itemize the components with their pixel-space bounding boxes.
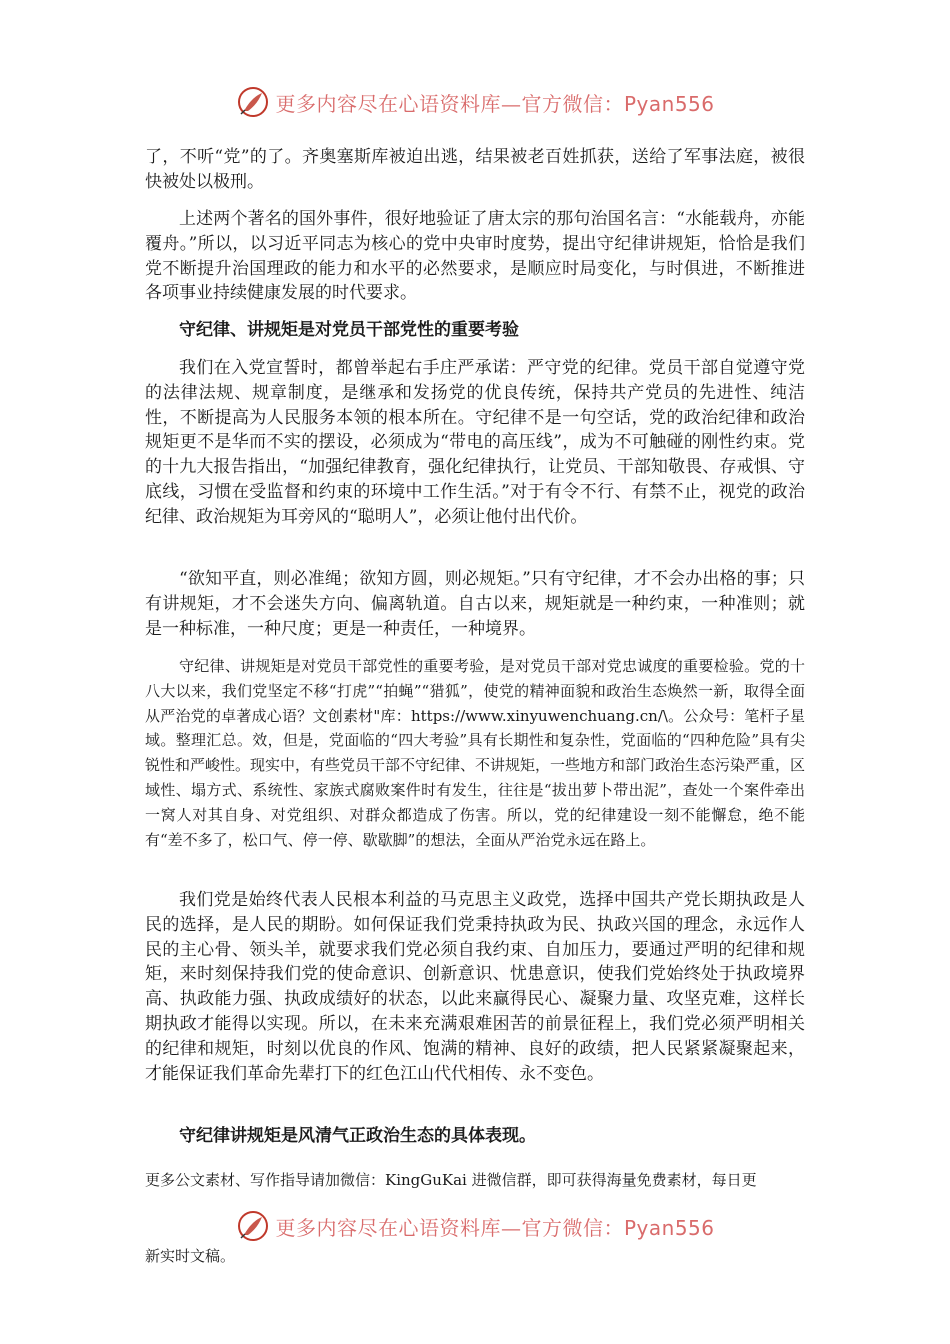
body-section-4 xyxy=(145,567,805,641)
body-section-1 xyxy=(145,145,805,195)
banner-wechat-id: Pyan556 xyxy=(623,1215,715,1240)
footer-note-continued: 新实时文稿。 xyxy=(145,1247,236,1265)
quill-logo-icon xyxy=(235,84,271,120)
banner-text xyxy=(275,1212,714,1241)
paragraph-1: 了，不听“党”的了。齐奥塞斯库被迫出逃，结果被老百姓抓获，送给了军事法庭，被很快被处以极刑。 xyxy=(145,147,805,192)
paragraph-6: 我们党是始终代表人民根本利益的马克思主义政党，选择中国共产党长期执政是人民的选择，是人民的期盼。如何保证我们党秉持执政为民、执政兴国的理念，永远作人民的主心骨、领头羊，就要求我们党必须自我约束、自加压力，要通过严明的纪律和规矩，来时刻保持我们党的使命意识、创新意识、忧患意识，使我们党始终处于执政境界高、执政能力强、执政成绩好的状态，以此来赢得民心、凝聚力量、攻坚克难，这样长期执政才能得以实现。所以，在未来充满艰难困苦的前景征程上，我们党必须严明相关的纪律和规矩，时刻以优良的作风、饱满的精神、良好的政绩，把人民紧紧凝聚起来，才能保证我们革命先辈打下的红色江山代代相传、永不变色。 xyxy=(145,890,805,1084)
banner-wechat-id: Pyan556 xyxy=(623,91,715,116)
heading-section-1 xyxy=(145,318,805,343)
footer-note-continued-section xyxy=(145,1244,805,1269)
body-section-3 xyxy=(145,356,805,530)
footer-note-section xyxy=(145,1168,805,1193)
heading-section-2 xyxy=(145,1124,805,1149)
paragraph-2: 上述两个著名的国外事件，很好地验证了唐太宗的那句治国名言：“水能载舟，亦能覆舟。”所以，以习近平同志为核心的党中央审时度势，提出守纪律讲规矩，恰恰是我们党不断提升治国理政的能力和水平的必然要求，是顺应时局变化，与时俱进，不断推进各项事业持续健康发展的时代要求。 xyxy=(145,209,805,304)
section-heading-1: 守纪律、讲规矩是对党员干部党性的重要考验 xyxy=(179,320,519,340)
paragraph-5: 守纪律、讲规矩是对党员干部党性的重要考验，是对党员干部对党忠诚度的重要检验。党的十八大以来，我们党坚定不移“打虎”“拍蝇”“猎狐”，使党的精神面貌和政治生态焕然一新，取得全面从严治党的卓著成心语？文创素材"库：https://www.xinyuwenchuang.cn/\。公众号：笔杆子星域。整理汇总。效，但是，党面临的“四大考验”具有长期性和复杂性，党面临的“四种危险”具有尖锐性和严峻性。现实中，有些党员干部不守纪律、不讲规矩，一些地方和部门政治生态污染严重，区域性、塌方式、系统性、家族式腐败案件时有发生，往往是“拔出萝卜带出泥”，查处一个案件牵出一窝人对其自身、对党组织、对群众都造成了伤害。所以，党的纪律建设一刻不能懈怠，绝不能有“差不多了，松口气、停一停、歇歇脚”的想法，全面从严治党永远在路上。 xyxy=(145,657,806,849)
paragraph-3: 我们在入党宣誓时，都曾举起右手庄严承诺：严守党的纪律。党员干部自觉遵守党的法律法规、规章制度，是继承和发扬党的优良传统，保持共产党员的先进性、纯洁性，不断提高为人民服务本领的根本所在。守纪律不是一句空话，党的政治纪律和政治规矩更不是华而不实的摆设，必须成为“带电的高压线”，成为不可触碰的刚性约束。党的十九大报告指出，“加强纪律教育，强化纪律执行，让党员、干部知敬畏、存戒惧、守底线，习惯在受监督和约束的环境中工作生活。”对于有令不行、有禁不止，视党的政治纪律、政治规矩为耳旁风的“聪明人”，必须让他付出代价。 xyxy=(145,358,805,527)
section-heading-2: 守纪律讲规矩是风清气正政治生态的具体表现。 xyxy=(179,1126,536,1146)
footer-banner xyxy=(0,1204,950,1248)
banner-prefix: 更多内容尽在心语资料库—官方微信： xyxy=(275,1215,624,1240)
footer-note: 更多公文素材、写作指导请加微信：KingGuKai 进微信群，即可获得海量免费素材，每日更 xyxy=(145,1171,757,1189)
banner-text xyxy=(275,88,714,117)
quill-logo-icon xyxy=(235,1208,271,1244)
paragraph-4: “欲知平直，则必准绳；欲知方圆，则必规矩。”只有守纪律，才不会办出格的事；只有讲规矩，才不会迷失方向、偏离轨道。自古以来，规矩就是一种约束，一种准则；就是一种标准，一种尺度；更是一种责任，一种境界。 xyxy=(145,569,805,639)
body-section-2 xyxy=(145,207,805,306)
body-section-5 xyxy=(145,654,805,852)
header-banner xyxy=(0,80,950,124)
banner-prefix: 更多内容尽在心语资料库—官方微信： xyxy=(275,91,624,116)
body-section-6 xyxy=(145,888,805,1086)
